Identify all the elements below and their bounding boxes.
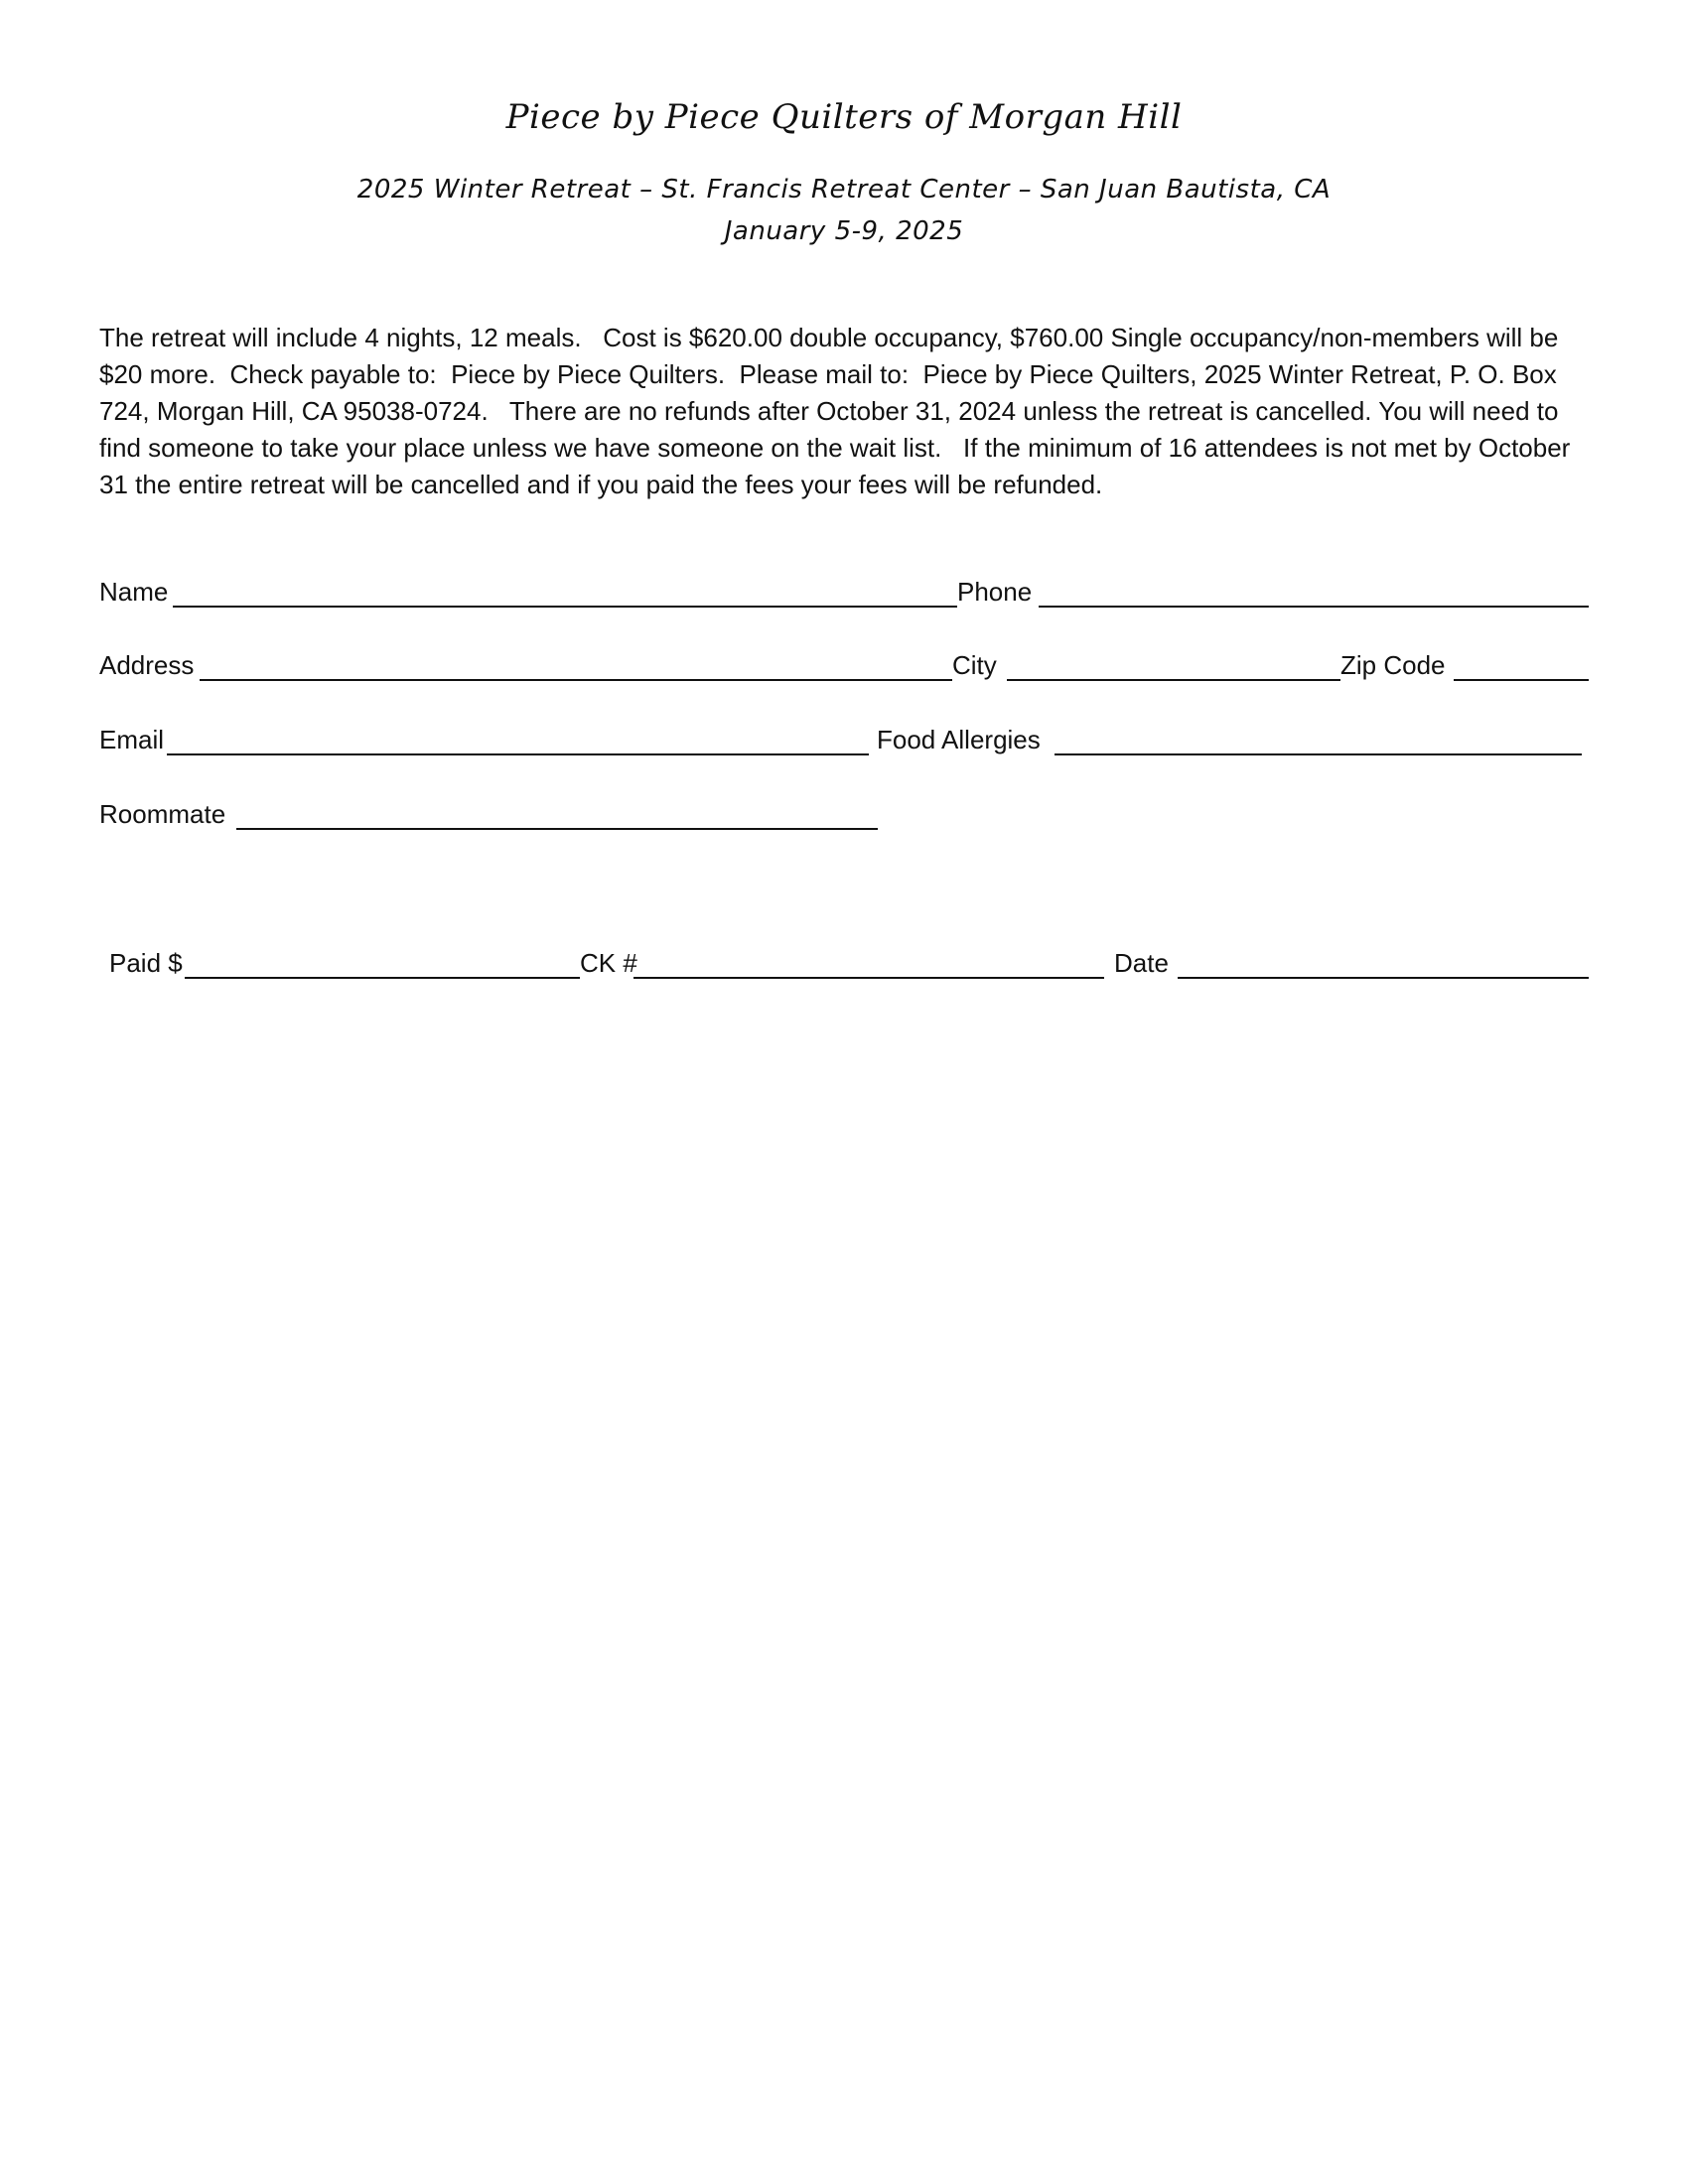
- city-label: City: [952, 650, 997, 680]
- name-field[interactable]: [173, 606, 957, 608]
- phone-label: Phone: [957, 577, 1033, 607]
- form-row-address: [99, 647, 1594, 687]
- page-title: Piece by Piece Quilters of Morgan Hill: [505, 97, 1183, 137]
- food-allergies-field[interactable]: [1055, 753, 1582, 755]
- email-field[interactable]: [167, 753, 869, 755]
- food-allergies-label: Food Allergies: [877, 725, 1041, 754]
- form-row-email: [99, 722, 1594, 761]
- address-field[interactable]: [200, 679, 952, 681]
- form-row-payment: [99, 945, 1594, 985]
- email-label: Email: [99, 725, 165, 754]
- retreat-subtitle: 2025 Winter Retreat – St. Francis Retreat Center – San Juan Bautista, CA: [356, 175, 1332, 205]
- date-label: Date: [1114, 948, 1169, 978]
- zip-code-field[interactable]: [1454, 679, 1589, 681]
- retreat-description: The retreat will include 4 nights, 12 meals. Cost is $620.00 double occupancy, $760.00 Single occupancy/non-members will be $20 more. Check payable to: Piece by Piece Quilters. Please mail to: Piece by Piece Quilters, 2025 Winter Retreat, P. O. Box 724, Morgan Hill, CA 95038-0724. There are no refunds after October 31, 2024 unless the retreat is cancelled. You will need to find someone to take your place unless we have someone on the wait list. If the minimum of 16 attendees is not met by October 31 the entire retreat will be cancelled and if you paid the fees your fees will be refunded.: [99, 323, 1578, 499]
- retreat-dates: January 5-9, 2025: [724, 216, 964, 246]
- phone-field[interactable]: [1039, 606, 1589, 608]
- paid-amount-field[interactable]: [185, 977, 580, 979]
- zip-code-label: Zip Code: [1340, 650, 1446, 680]
- address-label: Address: [99, 650, 195, 680]
- date-field[interactable]: [1178, 977, 1589, 979]
- form-row-roommate: [99, 796, 1594, 836]
- city-field[interactable]: [1007, 679, 1340, 681]
- roommate-label: Roommate: [99, 799, 226, 829]
- paid-label: Paid $: [109, 948, 183, 978]
- form-row-name-phone: [99, 574, 1594, 614]
- check-number-field[interactable]: [633, 977, 1104, 979]
- check-number-label: CK #: [580, 948, 637, 978]
- roommate-field[interactable]: [236, 828, 878, 830]
- name-label: Name: [99, 577, 169, 607]
